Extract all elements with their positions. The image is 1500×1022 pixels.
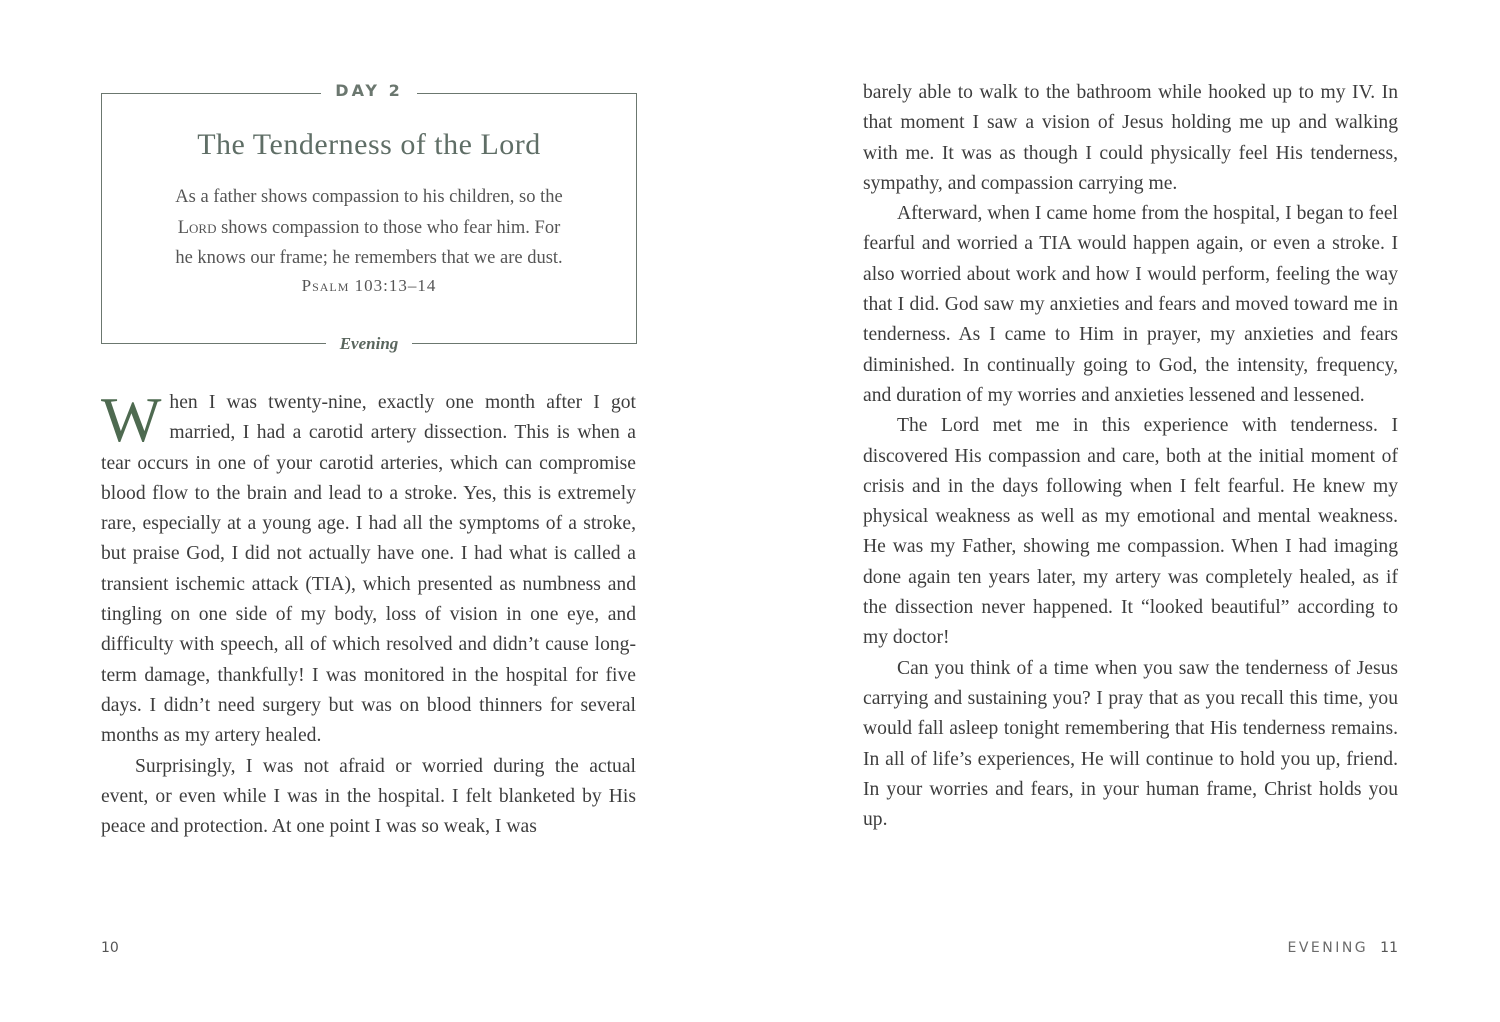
page-number: 11 xyxy=(1380,940,1398,956)
scripture-verse xyxy=(132,182,606,274)
paragraph-text: hen I was twenty-nine, exactly one month after I got married, I had a carotid artery dissection. This is when a tear occurs in one of your carotid arteries, which can compromise blood flow to the brain and lead to a stroke. Yes, this is extremely rare, especially at a young age. I had all the symptoms of a stroke, but praise God, I did not actually have one. I had what is called a transient ischemic attack (TIA), which presented as numbness and tingling on one side of my body, loss of vision in one eye, and difficulty with speech, all of which resolved and didn’t cause long-term damage, thankfully! I was monitored in the hospital for five days. I didn’t need surgery but was on blood thinners for several months as my artery healed. xyxy=(101,392,636,747)
devotion-title: The Tenderness of the Lord xyxy=(197,128,541,161)
running-head: EVENING xyxy=(1287,940,1369,956)
body-text-left xyxy=(101,384,636,842)
page-footer xyxy=(1287,940,1398,956)
paragraph: Can you think of a time when you saw the tenderness of Jesus carrying and sustaining you? I pray that as you recall this time, you would fall asleep tonight remembering that His tenderness remains. In all of life’s experiences, He will continue to hold you up, friend. In your worries and fears, in your human frame, Christ holds you up. xyxy=(863,657,1398,831)
time-of-day-label: Evening xyxy=(326,334,413,353)
paragraph: The Lord met me in this experience with tenderness. I discovered His compassion and care, both at the initial moment of crisis and in the days following when I felt fearful. He knew my physical weakness as well as my emotional and mental weakness. He was my Father, showing me compassion. When I had imaging done again ten years later, my artery was completely healed, as if the dissection never happened. It “looked beautiful” according to my doctor! xyxy=(863,415,1398,649)
body-text-right xyxy=(863,78,1398,835)
verse-line-2: shows compassion to those who fear him. For xyxy=(216,217,561,238)
paragraph: Surprisingly, I was not afraid or worried during the actual event, or even while I was in the hospital. I felt blanketed by His peace and protection. At one point I was so weak, I was xyxy=(101,755,636,838)
right-page xyxy=(750,0,1500,1022)
day-label: DAY 2 xyxy=(321,81,416,100)
paragraph xyxy=(101,384,636,752)
page-number: 10 xyxy=(101,940,119,956)
verse-line-1: As a father shows compassion to his children, so the xyxy=(175,187,563,207)
verse-line-3: he knows our frame; he remembers that we are dust. xyxy=(175,248,563,268)
scripture-box xyxy=(101,81,637,353)
paragraph: Afterward, when I came home from the hospital, I began to feel fearful and worried a TIA would happen again, or even a stroke. I also worried about work and how I would perform, feeling the way that I did. God saw my anxieties and fears and moved toward me in tenderness. As I came to Him in prayer, my anxieties and fears diminished. In continually going to God, the intensity, frequency, and duration of my worries and anxieties lessened and lessened. xyxy=(863,203,1398,406)
scripture-reference: Psalm 103:13–14 xyxy=(301,276,437,295)
verse-lord: Lord xyxy=(177,217,217,238)
drop-cap: W xyxy=(101,384,162,455)
paragraph: barely able to walk to the bathroom while hooked up to my IV. In that moment I saw a vision of Jesus holding me up and walking with me. It was as though I could physically feel His tenderness, sympathy, and compassion carrying me. xyxy=(863,82,1398,194)
